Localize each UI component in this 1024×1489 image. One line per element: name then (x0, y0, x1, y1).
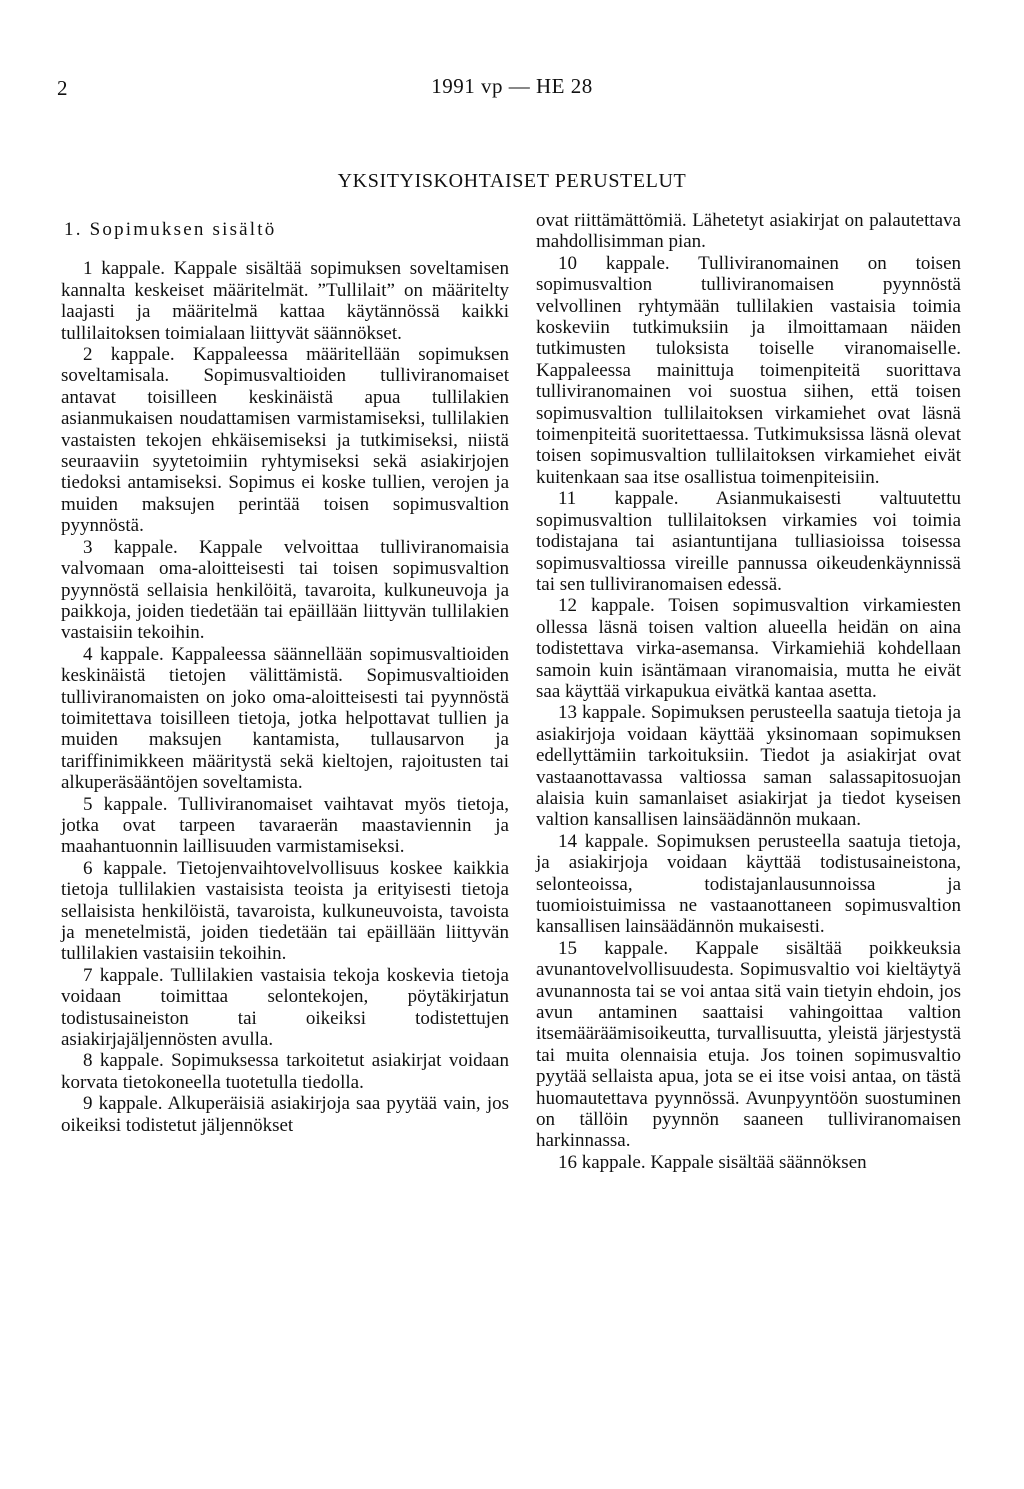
paragraph-6: 6 kappale. Tietojenvaihtovelvollisuus koskee kaikkia tietoja tullilakien vastaisista teoista ja erityisesti tietoja sellaisista henkilöistä, tavaroista, kulkuneuvoista, tavoista ja menetelmistä, joiden tiedetään tai epäillään liittyvän tullilakien vastaisiin tekoihin. (61, 857, 509, 965)
paragraph-1: 1 kappale. Kappale sisältää sopimuksen soveltamisen kannalta keskeiset määritelmät. ”Tullilait” on määritelty laajasti ja määritelmä kattaa käytännössä kaikki tullilaitoksen toimialaan liittyvät säännökset. (61, 258, 509, 344)
paragraph-5: 5 kappale. Tulliviranomaiset vaihtavat myös tietoja, jotka ovat tarpeen tavaraerän maastaviennin ja maahantuonnin laillisuuden varmistamiseksi. (61, 793, 509, 858)
paragraph-4: 4 kappale. Kappaleessa säännellään sopimusvaltioiden keskinäistä tietojen välittämistä. Sopimusvaltioiden tulliviranomaisten on joko oma-aloitteisesti tai pyynnöstä toimitettava toisilleen tietoja, jotka helpottavat tullien ja muiden maksujen kantamista, tullausarvon ja tariffinimikkeen määritystä sekä kieltojen, rajoitusten tai alkuperäsääntöjen soveltamista. (61, 643, 509, 794)
paragraph-8: 8 kappale. Sopimuksessa tarkoitetut asiakirjat voidaan korvata tietokoneella tuotetulla tiedolla. (61, 1050, 509, 1093)
left-column (61, 210, 509, 1136)
right-column (536, 210, 961, 1173)
page-number: 2 (57, 76, 68, 100)
paragraph-3: 3 kappale. Kappale velvoittaa tulliviranomaisia valvomaan oma-aloitteisesti tai toisen sopimusvaltion pyynnöstä sellaisia henkilöitä, tavaroita, kulkuneuvoja ja paikkoja, joiden tiedetään tai epäillään liittyvän tullilakien vastaisiin tekoihin. (61, 536, 509, 644)
paragraph-7: 7 kappale. Tullilakien vastaisia tekoja koskevia tietoja voidaan toimittaa selontekojen, pöytäkirjatun todistusaineiston tai oikeiksi todistettujen asiakirjajäljennösten avulla. (61, 964, 509, 1051)
paragraph-15: 15 kappale. Kappale sisältää poikkeuksia avunantovelvollisuudesta. Sopimusvaltio voi kieltäytyä avunannosta tai se voi antaa sitä vain tietyin ehdoin, jos avun antaminen saattaisi vahingoittaa valtion itsemääräämisoikeutta, turvallisuutta, yleistä järjestystä tai muita olennaisia etuja. Jos toinen sopimusvaltio pyytää sellaista apua, jota se ei itse voisi antaa, on tästä huomautettava pyynnössä. Avunpyyntöön suostuminen on tällöin pyynnön saaneen tulliviranomaisen harkinnassa. (536, 937, 961, 1152)
paragraph-2: 2 kappale. Kappaleessa määritellään sopimuksen soveltamisala. Sopimusvaltioiden tulliviranomaiset antavat toisilleen keskinäistä apua tullilakien asianmukaisen noudattamisen varmistamiseksi, tullilakien vastaisten tekojen ehkäisemiseksi ja tutkimiseksi, niistä seuraaviin syytetoimiin ryhtymiseksi sekä asiakirjojen tiedoksi antamiseksi. Sopimus ei koske tullien, verojen ja muiden maksujen perintää toisen sopimusvaltion pyynnöstä. (61, 344, 509, 537)
running-title: 1991 vp — HE 28 (431, 74, 593, 98)
section-title: YKSITYISKOHTAISET PERUSTELUT (337, 170, 687, 192)
section-subheading: 1. Sopimuksen sisältö (64, 219, 277, 240)
paragraph-13: 13 kappale. Sopimuksen perusteella saatuja tietoja ja asiakirjoja voidaan käyttää yksinomaan sopimuksen edellyttämiin tarkoituksiin. Tiedot ja asiakirjat ovat vastaanottavassa valtiossa saman salassapitosuojan alaisia kuin samanlaiset asiakirjat ja tiedot kyseisen valtion kansallisen lainsäädännön mukaan. (536, 702, 961, 831)
paragraph-10: 10 kappale. Tulliviranomainen on toisen sopimusvaltion tulliviranomaisen pyynnöstä velvollinen ryhtymään tullilakien vastaisia toimia koskeviin tutkimuksiin ja ilmoittamaan näiden tutkimusten tuloksista toiselle viranomaiselle. Kappaleessa mainittuja toimenpiteitä suorittava tulliviranomainen voi suostua siihen, että toisen sopimusvaltion tullilaitoksen virkamiehet ovat läsnä toimenpiteitä suoritettaessa. Tutkimuksissa läsnä olevat toisen sopimusvaltion tullilaitoksen virkamiehet eivät kuitenkaan saa itse osallistua toimenpiteisiin. (536, 252, 961, 488)
paragraph-9: 9 kappale. Alkuperäisiä asiakirjoja saa pyytää vain, jos oikeiksi todistetut jäljennökset (61, 1093, 509, 1136)
paragraph-12: 12 kappale. Toisen sopimusvaltion virkamiesten ollessa läsnä toisen valtion alueella heidän on aina todistettava virka-asemansa. Virkamiehiä kohdellaan samoin kuin isäntämaan viranomaisia, mutta he eivät saa käyttää virkapukua eivätkä kantaa asetta. (536, 595, 961, 702)
paragraph-14: 14 kappale. Sopimuksen perusteella saatuja tietoja, ja asiakirjoja voidaan käyttää todistusaineistona, selonteoissa, todistajanlausunnoissa ja tuomioistuimissa ne vastaanottaneen sopimusvaltion kansallisen lainsäädännön mukaisesti. (536, 830, 961, 938)
paragraph-16: 16 kappale. Kappale sisältää säännöksen (558, 1151, 867, 1173)
paragraph-11: 11 kappale. Asianmukaisesti valtuutettu sopimusvaltion tullilaitoksen virkamies voi toimia todistajana tai asiantuntijana tulliasioissa toisessa sopimusvaltiossa vireille pannussa oikeudenkäynnissä tai sen tulliviranomaisen edessä. (536, 488, 961, 595)
paragraph-9-continued: ovat riittämättömiä. Lähetetyt asiakirjat on palautettava mahdollisimman pian. (536, 210, 961, 253)
